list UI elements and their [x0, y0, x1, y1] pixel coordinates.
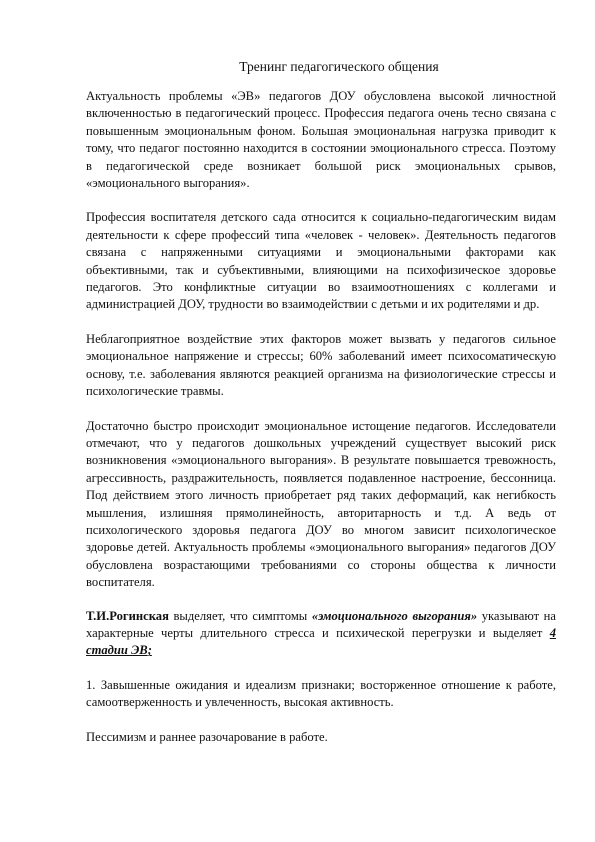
burnout-term: «эмоционального выгорания» — [311, 608, 478, 623]
paragraph-roginskaya — [86, 608, 556, 660]
document-page — [86, 58, 556, 763]
paragraph-profession: Профессия воспитателя детского сада относится к социально-педагогическим видам деятельности к сфере профессий типа «человек - человек». Деятельность педагогов связана с напряженными ситуациями и эмоциональными факторами как объективными, так и субъективными, влияющими на психофизическое здоровье педагогов. Это конфликтные ситуации во взаимоотношениях с коллегами и администрацией ДОУ, трудности во взаимодействии с детьми и их родителями и др. — [86, 210, 556, 312]
stages-end: ; — [147, 643, 152, 658]
roginskaya-text-2: указывают на характерные черты длительного стресса и психической перегрузки и выделяет — [86, 608, 556, 640]
paragraph-relevance: Актуальность проблемы «ЭВ» педагогов ДОУ обусловлена высокой личностной включенностью в педагогический процесс. Профессия педагога очень тесно связана с повышенным эмоциональным фоном. Большая эмоциональная нагрузка приводит к тому, что педагог постоянно находится в состоянии эмоционального стресса. Поэтому в педагогической среде возникает большой риск эмоциональных срывов, «эмоционального выгорания». — [86, 89, 556, 191]
paragraph-pessimism: Пессимизм и раннее разочарование в работе. — [86, 729, 328, 744]
document-title: Тренинг педагогического общения — [239, 59, 439, 74]
paragraph-exhaustion: Достаточно быстро происходит эмоциональное истощение педагогов. Исследователи отмечают, что у педагогов дошкольных учреждений существует высокий риск возникновения «эмоционального выгорания». В результате повышается тревожность, агрессивность, раздражительность, появляется подавленное настроение, бессонница. Под действием этого личность приобретает ряд таких деформаций, как негибкость мышления, излишняя прямолинейность, авторитарность и т.д. А ведь от психологического здоровья педагога ДОУ во многом зависит психологическое здоровье детей. Актуальность проблемы «эмоционального выгорания» педагогов ДОУ обусловлена возрастающими требованиями со стороны общества к личности воспитателя. — [86, 418, 556, 590]
stages-term: 4 стадии ЭВ — [86, 625, 556, 658]
roginskaya-text-1: выделяет, что симптомы — [168, 608, 312, 623]
paragraph-factors: Неблагоприятное воздействие этих факторов может вызвать у педагогов сильное эмоциональное напряжение и стрессы; 60% заболеваний имеет психосоматическую основу, т.е. заболевания являются реакцией организма на физиологические стрессы и психологические травмы. — [86, 331, 556, 399]
author-name: Т.И.Рогинская — [86, 608, 169, 623]
paragraph-stage-1: 1. Завышенные ожидания и идеализм признаки; восторженное отношение к работе, самоотверженность и увлеченность, высокая активность. — [86, 677, 556, 710]
